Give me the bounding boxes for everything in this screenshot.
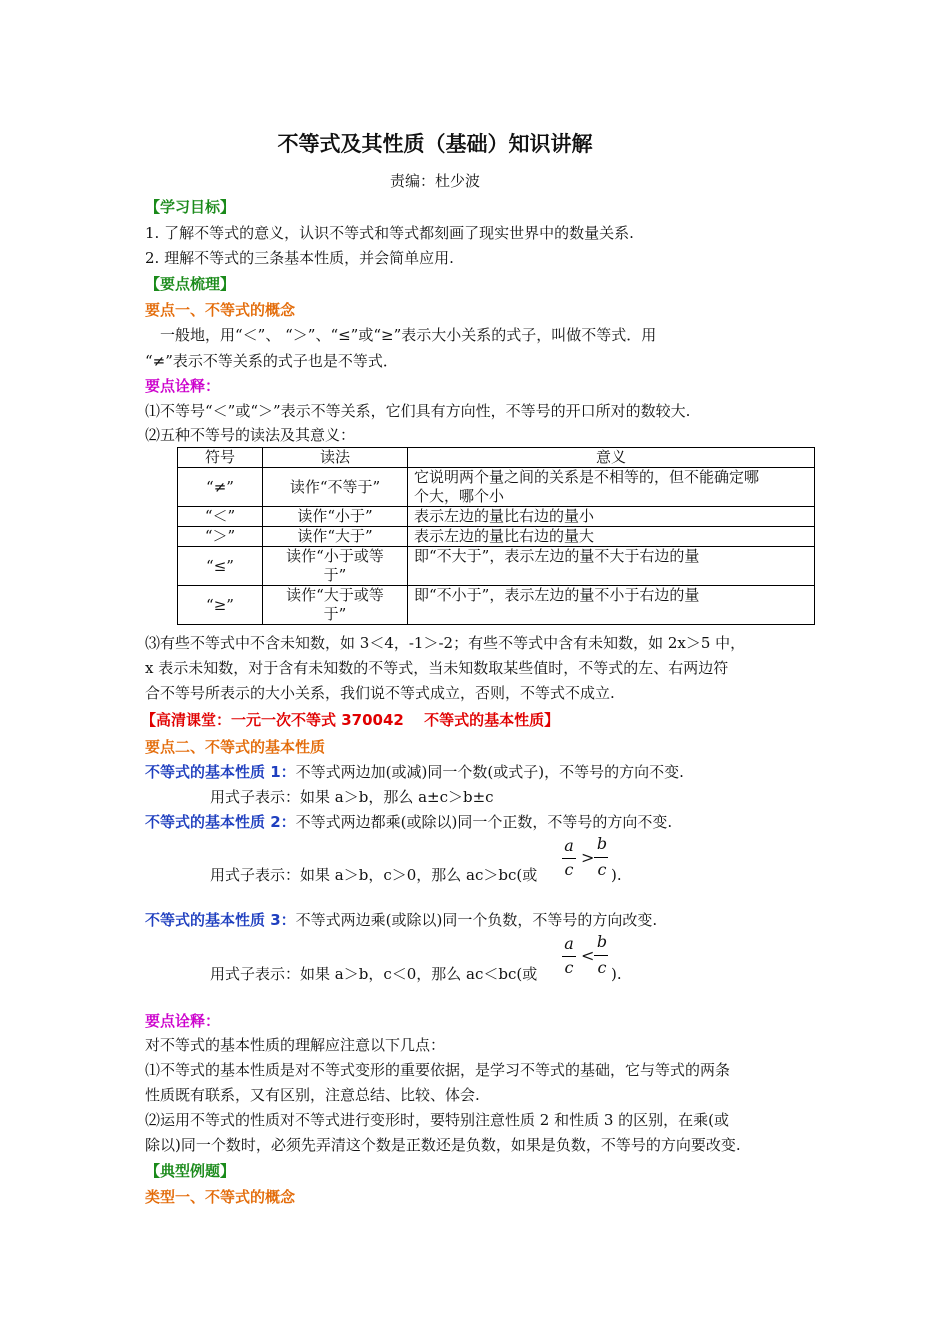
property3-text: 不等式两边乘(或除以)同一个负数，不等号的方向改变. [295, 911, 658, 929]
property3 [145, 909, 657, 931]
table-cell: 表示左边的量比右边的量大 [408, 527, 815, 547]
point1-note: x 表示未知数，对于含有未知数的不等式，当未知数取某些值时，不等式的左、右两边符 [145, 659, 729, 677]
objectives-heading: 【学习目标】 [145, 198, 236, 216]
property2-text: 不等式两边都乘(或除以)同一个正数，不等号的方向不变. [295, 813, 673, 831]
table-cell [408, 468, 815, 507]
property2-label: 不等式的基本性质 2： [145, 813, 296, 831]
table-cell-line: 读作“小于或等 [286, 547, 384, 565]
table-cell: 即“不小于”，表示左边的量不小于右边的量 [408, 586, 815, 625]
point1-note-heading: 要点诠释： [145, 377, 221, 395]
type1-heading: 类型一、不等式的概念 [145, 1188, 296, 1206]
fraction-close: ). [611, 965, 622, 983]
table-cell-line: 于” [323, 566, 347, 584]
less-than-sign: < [581, 946, 595, 965]
fraction-bar [562, 956, 576, 957]
fraction-denominator: c [564, 958, 574, 977]
fraction-numerator: a [564, 934, 574, 953]
fraction-bar [594, 857, 608, 858]
fraction-numerator: b [596, 932, 608, 951]
point2-note: 对不等式的基本性质的理解应注意以下几点： [145, 1036, 446, 1054]
fraction-denominator: c [564, 860, 574, 879]
table-cell-line: 读作“大于或等 [286, 586, 384, 604]
inequality-symbols-table [177, 447, 815, 625]
table-cell-line: 个大，哪个小 [414, 487, 505, 505]
examples-heading: 【典型例题】 [145, 1162, 236, 1180]
point2-note: 除以)同一个数时，必须先弄清这个数是正数还是负数，如果是负数，不等号的方向要改变. [145, 1136, 741, 1154]
table-cell: “≤” [178, 547, 263, 586]
classroom-link: 【高清课堂：一元一次不等式 370042 不等式的基本性质】 [141, 711, 560, 729]
point1-paragraph: “≠”表示不等关系的式子也是不等式． [145, 352, 398, 370]
table-header: 意义 [408, 448, 815, 468]
objective-item: 1. 了解不等式的意义，认识不等式和等式都刻画了现实世界中的数量关系. [145, 224, 634, 242]
property3-label: 不等式的基本性质 3： [145, 911, 296, 929]
table-row [178, 527, 815, 547]
table-cell: 读作“小于” [263, 507, 408, 527]
point2-note-heading: 要点诠释： [145, 1012, 221, 1030]
fraction-denominator: c [597, 958, 607, 977]
point2-note: 性质既有联系，又有区别，注意总结、比较、体会. [145, 1086, 480, 1104]
point1-note: ⑶有些不等式中不含未知数，如 3＜4，-1＞-2；有些不等式中含有未知数，如 2x＞5 中， [145, 634, 746, 652]
point1-paragraph: 一般地，用“＜”、 “＞”、“≤”或“≥”表示大小关系的式子，叫做不等式．用 [160, 326, 657, 344]
property1-text: 不等式两边加(或减)同一个数(或式子)，不等号的方向不变. [295, 763, 684, 781]
fraction-numerator: b [596, 834, 608, 853]
objective-item: 2. 理解不等式的三条基本性质，并会简单应用. [145, 249, 454, 267]
table-cell: 读作“大于” [263, 527, 408, 547]
property2 [145, 811, 672, 833]
property2-formula: 用式子表示：如果 a＞b，c＞0，那么 ac＞bc(或 [210, 866, 538, 884]
table-cell: “＞” [178, 527, 263, 547]
table-header: 读法 [263, 448, 408, 468]
point1-note: 合不等号所表示的大小关系，我们说不等式成立，否则，不等式不成立. [145, 684, 615, 702]
table-cell: “≥” [178, 586, 263, 625]
point2-note: ⑵运用不等式的性质对不等式进行变形时，要特别注意性质 2 和性质 3 的区别，在乘(或 [145, 1111, 730, 1129]
point1-note: ⑴不等号“＜”或“＞”表示不等关系，它们具有方向性，不等号的开口所对的数较大. [145, 402, 691, 420]
point2-note: ⑴不等式的基本性质是对不等式变形的重要依据，是学习不等式的基础，它与等式的两条 [145, 1061, 731, 1079]
table-row [178, 586, 815, 625]
fraction-denominator: c [597, 860, 607, 879]
fraction-close: ). [611, 866, 622, 884]
property1-label: 不等式的基本性质 1： [145, 763, 296, 781]
table-cell-line: 它说明两个量之间的关系是不相等的，但不能确定哪 [414, 468, 760, 486]
table-row [178, 547, 815, 586]
table-cell: “≠” [178, 468, 263, 507]
document-title: 不等式及其性质（基础）知识讲解 [277, 132, 593, 156]
table-cell: 读作“不等于” [263, 468, 408, 507]
editor-credit: 责编：杜少波 [389, 172, 480, 190]
property1-formula: 用式子表示：如果 a＞b，那么 a±c＞b±c [210, 788, 494, 806]
fraction-bar [562, 858, 576, 859]
point2-heading: 要点二、不等式的基本性质 [145, 738, 326, 756]
table-row [178, 468, 815, 507]
table-cell [263, 547, 408, 586]
table-cell-line: 于” [323, 605, 347, 623]
greater-than-sign: > [581, 848, 595, 867]
point1-note: ⑵五种不等号的读法及其意义： [145, 426, 356, 444]
property1 [145, 761, 684, 783]
points-heading: 【要点梳理】 [145, 275, 236, 293]
table-cell: 即“不大于”，表示左边的量不大于右边的量 [408, 547, 815, 586]
table-cell: “＜” [178, 507, 263, 527]
property3-formula: 用式子表示：如果 a＞b，c＜0，那么 ac＜bc(或 [210, 965, 538, 983]
table-cell [263, 586, 408, 625]
fraction-bar [594, 955, 608, 956]
table-row [178, 507, 815, 527]
table-header: 符号 [178, 448, 263, 468]
fraction-numerator: a [564, 836, 574, 855]
point1-heading: 要点一、不等式的概念 [145, 301, 296, 319]
table-header-row [178, 448, 815, 468]
table-cell: 表示左边的量比右边的量小 [408, 507, 815, 527]
